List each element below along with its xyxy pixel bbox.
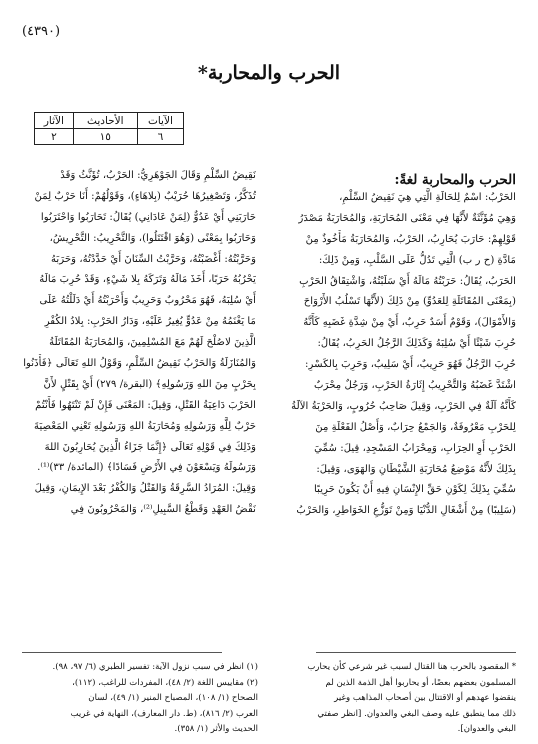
stats-header-row <box>35 113 184 129</box>
footnote-line: * المقصود بالحرب هنا القتال لسبب غير شرعي كأن يحارب <box>307 662 516 672</box>
stats-value-athar: ٢ <box>35 129 74 145</box>
text-line: نَقِيضُ السِّلْمِ وَقَالَ الجَوْهَرِيُّ: الحَرْبُ، تُؤَنَّثُ وَقَدْ <box>60 170 256 181</box>
text-line: يَحْرُبُهُ حَرَبًا، أَخَذَ مَالَهُ وَتَرَكَهُ بِلا شَيْءٍ، وَقَدْ حُرِبَ مَالَهُ <box>39 274 256 286</box>
footnote-line: ذلك مما ينطبق عليه وصف البغي والعدوان. [انظر صفتي <box>317 708 516 719</box>
footnotes-right <box>280 660 516 738</box>
stats-header-hadiths: الأحاديث <box>73 113 137 129</box>
text-line: بِذَلِكَ لأَنَّهُ مَوْضِعُ مُحَارَبَةِ الشَّيْطَانِ وَالهَوَى، وَقِيلَ: <box>316 463 516 475</box>
stats-table <box>34 112 184 145</box>
text-line: وَقِيلَ: المُرَادُ السَّرِقَةُ وَالقَتْلُ وَالكُفْرُ بَعْدَ الإِيمَانِ، وَقِيلَ <box>34 483 256 495</box>
text-line: وَهِيَ مُؤَنَّثَةٌ لأَنَّهَا فِي مَعْنَى المُحَارَبَةِ، وَالمُحَارَبَةُ مَصْدَرُ <box>298 212 516 224</box>
footnote-line: (١) انظر في سبب نزول الآية: تفسير الطبري (٦/ ٩٧، ٩٨). <box>52 662 258 672</box>
text-line: حُرِبَ الرَّجُلُ فَهُوَ حَرِيبٌ، أَيْ سَلِيبٌ، وَحَرِبَ بِالكَسْرِ: <box>305 359 516 371</box>
footnote-rule-right <box>316 652 516 653</box>
text-line: مَا يَغْنَمُهُ مِنْ عَدُوٍّ يُغِيرُ عَلَيْهِ، وَدَارُ الحَرْبِ: بِلادُ الكُفْرِ <box>44 316 256 328</box>
page-title: الحرب والمحاربة* <box>197 62 341 84</box>
text-line: وَذَلِكَ فِي قَوْلِهِ تَعَالَى ﴿إِنَّمَا جَزَاءُ الَّذِينَ يُحَارِبُونَ اللهَ <box>44 441 256 453</box>
text-line: حَارَبَنِي أَيْ عَدُوٌّ (لِمَنْ عَادَانِي) يُقَالُ: تَحَارَبُوا وَاحْتَرَبُوا <box>40 211 256 223</box>
left-text-column <box>22 166 256 521</box>
text-line: كَأَنَّهُ آلَةٌ فِي الحَرْبِ، وَقِيلَ صَاحِبُ حُرُوبٍ، وَالحَرْبَةُ الآلَةُ <box>291 400 516 412</box>
stats-value-verses: ٦ <box>137 129 183 145</box>
section-heading: الحرب والمحاربة لغةً: <box>394 172 516 188</box>
text-line: وَرَسُولَهُ وَيَسْعَوْنَ فِي الأَرْضِ فَسَادًا﴾ (المائدة/ ٣٣)⁽¹⁾. <box>37 462 256 474</box>
text-line: الحَرْبُ: اسْمٌ لِلحَالَةِ الَّتِي هِيَ نَقِيضُ السِّلْمِ، <box>339 192 516 203</box>
right-text-column <box>282 188 516 522</box>
page-number: (٤٣٩٠) <box>22 24 61 39</box>
text-line: مَادَّةِ (ح ر ب) الَّتِي تَدُلُّ عَلَى السَّلْبِ، وَمِنْ ذَلِكَ: <box>318 254 516 266</box>
stats-value-hadiths: ١٥ <box>73 129 137 145</box>
text-line: أَيْ سُلِبَهُ، فَهُوَ مَحْرُوبٌ وَحَرِيبٌ وَأَحْرَبْتُهُ أَيْ دَلَلْتُهُ عَلَى <box>39 295 256 307</box>
text-line: الحَرْبِ أَوِ الحِرَابِ، وَمِحْرَابُ المَسْجِدِ، قِيلَ: سُمِّيَ <box>314 442 516 454</box>
footnote-line: الصحاح (١/ ١٠٨)، المصباح المنير (١/ ٤٩)، لسان <box>88 693 258 703</box>
text-line: وَالمُنَازَلَةُ وَالحَرْبُ نَقِيضُ السِّلْمِ، وَقَوْلُ اللهِ تَعَالَى ﴿فَأْذَنُوا <box>23 358 256 370</box>
text-line: قَوْلِهِمْ: حَارَبَ يُحَارِبُ، الحَرْبُ، وَالمُحَارَبَةُ مَأْخُوذٌ مِنْ <box>305 233 516 245</box>
stats-value-row <box>35 129 184 145</box>
text-line: حَرْبٌ لِلَّهِ وَرَسُولِهِ وَمُحَارَبَةُ اللهِ وَرَسُولِهِ تَعْنِي المَعْصِيَةَ <box>34 420 256 432</box>
stats-header-verses: الآيات <box>137 113 183 129</box>
text-line: الحَرَبُ، يُقَالُ: حَرَبْتُهُ مَالَهُ أَيْ سَلَبْتُهُ، وَاشْتِقَاقُ الحَرْبِ <box>299 275 516 287</box>
footnote-line: المسلمون بعضهم بعضًا، أو يحاربوا أهل الذمة الذين لم <box>325 677 516 688</box>
text-line: حُرِبَ شَيْئًا أَيْ سُلِبَهُ وَكَذَلِكَ الرَّجُلُ الحَرِبُ، يُقَالُ: <box>317 338 516 350</box>
text-line: نَقْضُ العَهْدِ وَقَطْعُ السَّبِيلِ⁽²⁾، وَالمَحْرُوبُونَ فِي <box>70 504 256 516</box>
footnote-line: ينقضوا عهدهم أو الاقتتال بين أصحاب المذاهب وغير <box>334 693 516 703</box>
footnote-rule-left <box>22 652 222 653</box>
text-line: الحَرْبَ دَاعِيَةُ القَتْلِ، وَقِيلَ: المَعْنَى فَإِنْ لَمْ تَنْتَهُوا فَأَنْتُمْ <box>35 399 256 411</box>
text-line: سُمِّيَ بِذَلِكَ لِكَوْنِ حَقِّ الإِنْسَانِ فِيهِ أَنْ يَكُونَ حَرِيبًا <box>314 484 516 496</box>
footnote-line: البغي والعدوان]. <box>457 724 516 734</box>
stats-header-athar: الآثار <box>35 113 74 129</box>
footnotes-left <box>22 660 258 738</box>
text-line: لِلحَرْبِ مَعْرُوفَةٌ، وَالجَمْعُ حِرَابٌ، وَأَصْلُ الفَعْلَةِ مِنَ <box>315 421 516 433</box>
text-line: (بِمَعْنَى المُقَاتَلَةِ لِلعَدُوِّ) مِنْ ذَلِكَ (لأَنَّهَا تَسْلُبُ الأَرْوَاحَ <box>303 296 516 308</box>
footnote-line: (٢) مقاييس اللغة (٢/ ٤٨)، المفردات للراغب، (١١٢)، <box>72 677 258 688</box>
text-line: اشْتَدَّ غَضَبُهُ وَالتَّحْرِيبُ إِثَارَةُ الحَرْبِ، وَرَجُلٌ مِحْرَبٌ <box>313 380 516 392</box>
text-line: وَالأَمْوَالَ)، وَقَوْمٌ أَسَدٌ حَرِبٌ، أَيْ مِنْ شِدَّةِ غَضَبِهِ كَأَنَّهُ <box>303 317 516 329</box>
text-line: الَّذِينَ لاصُلْحَ لَهُمْ مَعَ المُسْلِمِينَ، وَالمُحَارَبَةُ المُقَاتَلَةُ <box>49 337 256 349</box>
footnote-line: العرب (٢/ ٨١٦)، (ط. دار المعارف)، النهاية في غريب <box>70 708 258 719</box>
text-line: تُذَكَّرُ، وَتَصْغِيرُهَا حُرَيْبٌ (بِلاهَاءٍ)، وَقَوْلُهُمْ: أَنَا حَرْبٌ لِمَنْ <box>34 190 256 202</box>
text-line: وَحَرَّبْتُهُ: أَغْضَبْتُهُ، وَحَرَّبْتُ السِّنَانَ أَيْ حَدَّدْتُهُ، وَحَرَبَهُ <box>50 253 256 265</box>
text-line: (سَلِيبًا) مِنْ أَشْغَالِ الدُّنْيَا وَمِنْ تَوَزُّعِ الخَوَاطِرِ، وَالحَرْبُ <box>296 505 516 517</box>
text-line: وَحَارَبُوا بِمَعْنًى (وَهُوَ اقْتَتَلُوا)، وَالتَّحْرِيبُ: التَّحْرِيشُ، <box>49 232 256 244</box>
text-line: بِحَرْبٍ مِنَ اللهِ وَرَسُولِهِ﴾ (البقرة/ ٢٧٩) أَيْ بِقَتْلٍ لأَنَّ <box>43 378 256 390</box>
footnote-line: الحديث والأثر (١/ ٣٥٨). <box>174 724 258 734</box>
